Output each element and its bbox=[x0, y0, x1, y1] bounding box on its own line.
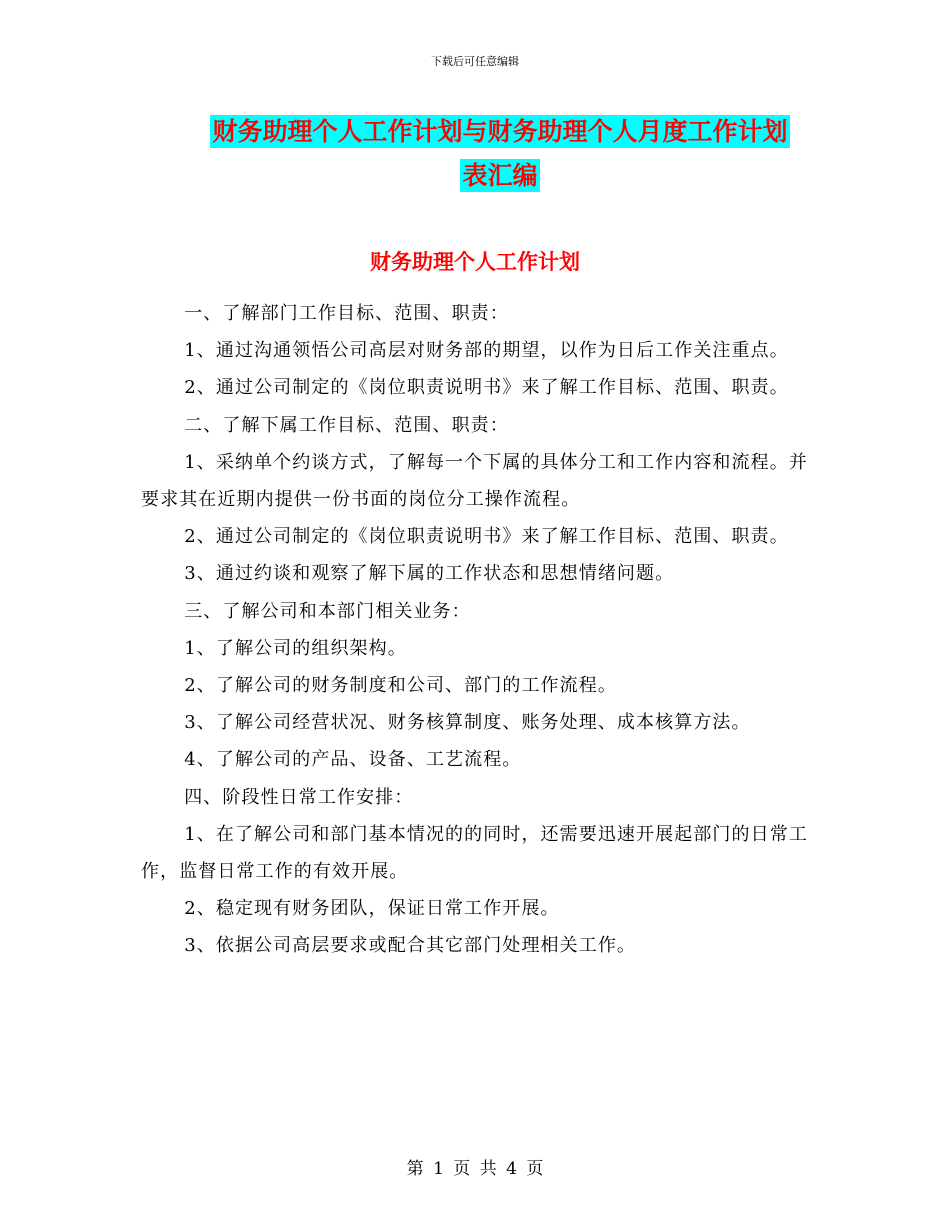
paragraph: 1、通过沟通领悟公司高层对财务部的期望，以作为日后工作关注重点。 bbox=[184, 340, 789, 362]
paragraph: 二、了解下属工作目标、范围、职责： bbox=[184, 414, 509, 436]
paragraph: 2、通过公司制定的《岗位职责说明书》来了解工作目标、范围、职责。 bbox=[184, 526, 789, 548]
paragraph: 1、了解公司的组织架构。 bbox=[184, 637, 407, 659]
paragraph: 2、了解公司的财务制度和公司、部门的工作流程。 bbox=[184, 675, 617, 697]
title-line-2: 表汇编 bbox=[462, 161, 538, 190]
section-title: 财务助理个人工作计划 bbox=[370, 250, 580, 274]
paragraph: 2、稳定现有财务团队，保证日常工作开展。 bbox=[184, 898, 560, 920]
paragraph: 4、了解公司的产品、设备、工艺流程。 bbox=[184, 749, 522, 771]
paragraph: 三、了解公司和本部门相关业务： bbox=[184, 600, 471, 622]
paragraph: 四、阶段性日常工作安排： bbox=[184, 786, 414, 808]
document-body bbox=[141, 295, 813, 965]
page-number-footer: 第 1 页 共 4 页 bbox=[406, 1159, 544, 1179]
paragraph: 2、通过公司制定的《岗位职责说明书》来了解工作目标、范围、职责。 bbox=[184, 377, 789, 399]
paragraph: 一、了解部门工作目标、范围、职责： bbox=[184, 303, 509, 324]
title-line-1: 财务助理个人工作计划与财务助理个人月度工作计划 bbox=[212, 117, 788, 146]
header-note: 下载后可任意编辑 bbox=[431, 55, 519, 68]
document-title bbox=[160, 110, 840, 198]
paragraph: 1、采纳单个约谈方式，了解每一个下属的具体分工和工作内容和流程。并要求其在近期内提供一份书面的岗位分工操作流程。 bbox=[141, 451, 808, 511]
paragraph: 1、在了解公司和部门基本情况的的同时，还需要迅速开展起部门的日常工作，监督日常工作的有效开展。 bbox=[141, 823, 808, 883]
paragraph: 3、依据公司高层要求或配合其它部门处理相关工作。 bbox=[184, 935, 637, 957]
paragraph: 3、了解公司经营状况、财务核算制度、账务处理、成本核算方法。 bbox=[184, 712, 751, 734]
paragraph: 3、通过约谈和观察了解下属的工作状态和思想情绪问题。 bbox=[184, 563, 675, 585]
